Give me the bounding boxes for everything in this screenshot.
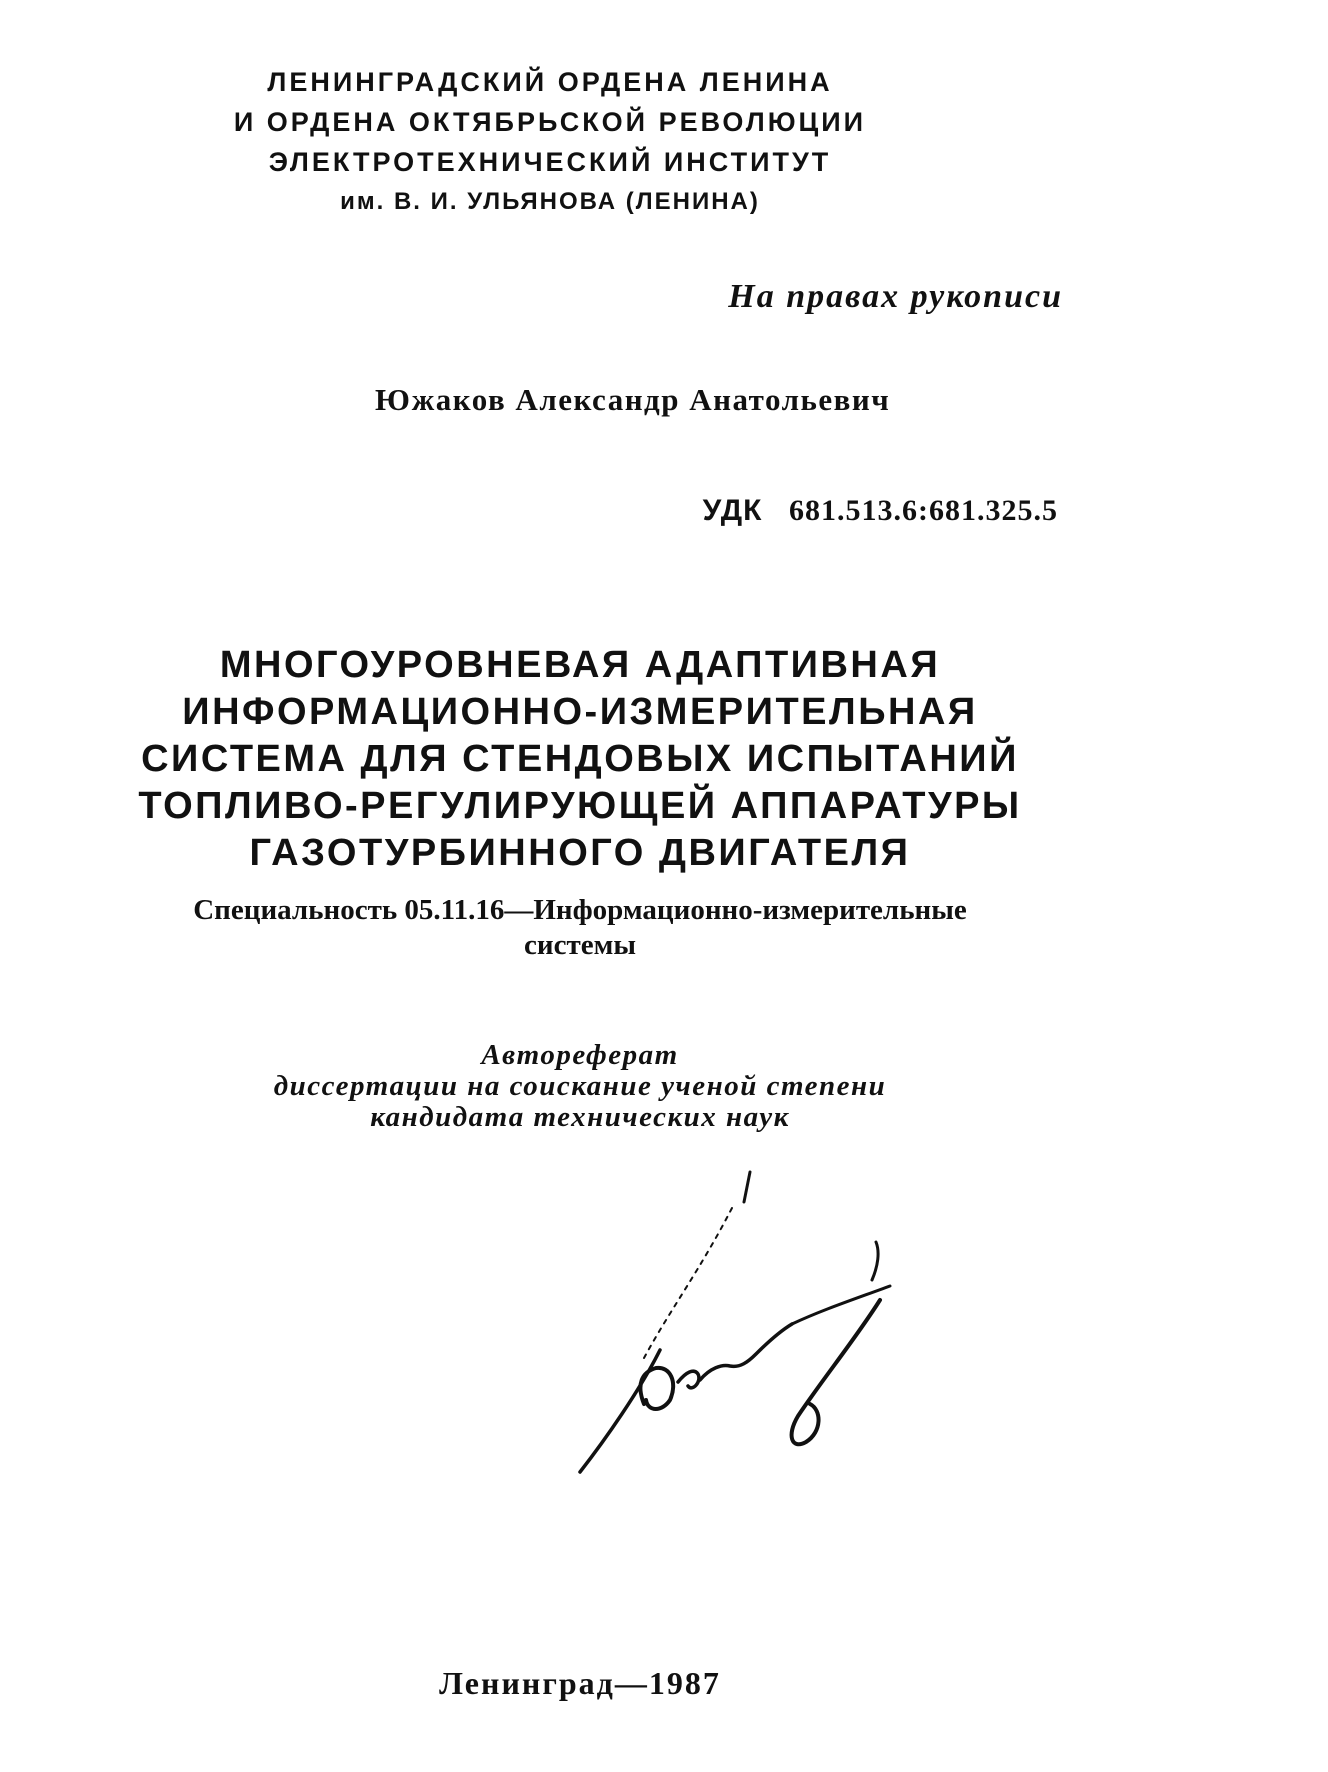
udk-code: 681.513.6:681.325.5 — [789, 494, 1058, 527]
institute-line-1: ЛЕНИНГРАДСКИЙ ОРДЕНА ЛЕНИНА — [267, 67, 833, 97]
abstract-line-3: кандидата технических наук — [370, 1101, 790, 1133]
author-name: Южаков Александр Анатольевич — [375, 382, 891, 417]
institute-line-4: им. В. И. УЛЬЯНОВА (ЛЕНИНА) — [340, 188, 760, 215]
title-line-3: СИСТЕМА ДЛЯ СТЕНДОВЫХ ИСПЫТАНИЙ — [141, 738, 1019, 780]
institute-line-2: И ОРДЕНА ОКТЯБРЬСКОЙ РЕВОЛЮЦИИ — [233, 107, 867, 137]
specialty-line-1: Специальность 05.11.16—Информационно-измерительные — [193, 894, 967, 926]
udk-label: УДК — [702, 494, 763, 527]
institute-heading — [0, 62, 1100, 222]
dissertation-title — [0, 642, 1160, 877]
specialty-line-2: системы — [524, 929, 636, 961]
abstract-line-2: диссертации на соискание ученой степени — [273, 1070, 887, 1102]
title-line-5: ГАЗОТУРБИННОГО ДВИГАТЕЛЯ — [249, 832, 911, 874]
specialty — [0, 893, 1160, 963]
abstract-description — [0, 1040, 1160, 1133]
title-line-4: ТОПЛИВО-РЕГУЛИРУЮЩЕЙ АППАРАТУРЫ — [138, 785, 1022, 827]
abstract-line-1: Автореферат — [481, 1039, 679, 1071]
place-and-year: Ленинград—1987 — [439, 1665, 721, 1701]
udk-classification — [703, 494, 1058, 528]
rights-note: На правах рукописи — [728, 278, 1063, 315]
institute-line-3: ЭЛЕКТРОТЕХНИЧЕСКИЙ ИНСТИТУТ — [268, 147, 832, 177]
title-line-1: МНОГОУРОВНЕВАЯ АДАПТИВНАЯ — [219, 644, 941, 686]
title-line-2: ИНФОРМАЦИОННО-ИЗМЕРИТЕЛЬНАЯ — [182, 691, 978, 733]
handwritten-signature — [560, 1160, 910, 1490]
